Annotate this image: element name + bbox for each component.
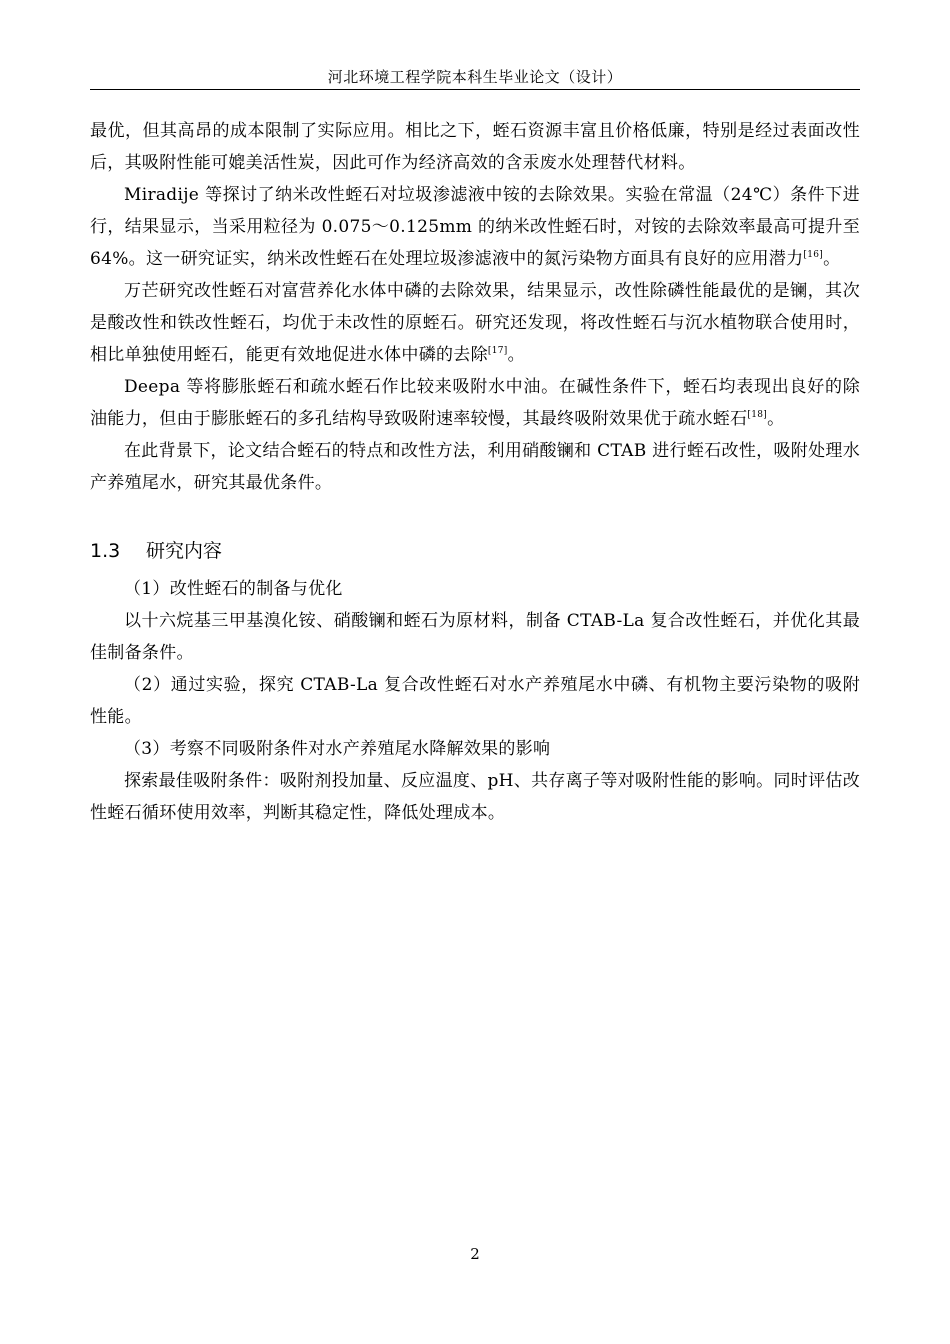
section-heading	[90, 535, 860, 567]
body-paragraph	[90, 435, 860, 499]
research-item-title: （2）通过实验，探究 CTAB-La 复合改性蛭石对水产养殖尾水中磷、有机物主要污染物的吸附性能。	[90, 675, 860, 727]
body-paragraph	[90, 115, 860, 179]
paragraph-end: 。	[507, 345, 525, 365]
paragraph-text: Deepa 等将膨胀蛭石和疏水蛭石作比较来吸附水中油。在碱性条件下，蛭石均表现出良好的除油能力，但由于膨胀蛭石的多孔结构导致吸附速率较慢，其最终吸附效果优于疏水蛭石	[90, 377, 860, 429]
body-paragraph	[90, 371, 860, 435]
running-header: 河北环境工程学院本科生毕业论文（设计）	[327, 68, 623, 86]
body-paragraph	[90, 179, 860, 275]
citation-reference: [16]	[803, 250, 824, 260]
page-number: 2	[470, 1245, 480, 1263]
paragraph-text: 在此背景下，论文结合蛭石的特点和改性方法，利用硝酸镧和 CTAB 进行蛭石改性，吸附处理水产养殖尾水，研究其最优条件。	[90, 441, 860, 493]
body-paragraph	[90, 275, 860, 371]
body-paragraph: 以十六烷基三甲基溴化铵、硝酸镧和蛭石为原材料，制备 CTAB-La 复合改性蛭石，并优化其最佳制备条件。	[90, 611, 860, 663]
body-paragraph: 探索最佳吸附条件：吸附剂投加量、反应温度、pH、共存离子等对吸附性能的影响。同时评估改性蛭石循环使用效率，判断其稳定性，降低处理成本。	[90, 771, 860, 823]
research-item-title: （3）考察不同吸附条件对水产养殖尾水降解效果的影响	[124, 739, 551, 759]
document-body	[90, 115, 860, 829]
paragraph-text: 万芒研究改性蛭石对富营养化水体中磷的去除效果，结果显示，改性除磷性能最优的是镧，其次是酸改性和铁改性蛭石，均优于未改性的原蛭石。研究还发现，将改性蛭石与沉水植物联合使用时，相比单独使用蛭石，能更有效地促进水体中磷的去除	[90, 281, 860, 365]
research-item-title: （1）改性蛭石的制备与优化	[124, 579, 343, 599]
paragraph-end: 。	[823, 249, 841, 269]
paragraph-text: Miradije 等探讨了纳米改性蛭石对垃圾渗滤液中铵的去除效果。实验在常温（24℃）条件下进行，结果显示，当采用粒径为 0.075～0.125mm 的纳米改性蛭石时，对铵的去除效率最高可提升至 64%。这一研究证实，纳米改性蛭石在处理垃圾渗滤液中的氮污染物方面具有良好的应用潜力	[90, 185, 860, 269]
header-divider	[90, 89, 860, 90]
citation-reference: [17]	[487, 346, 508, 356]
paragraph-end: 。	[767, 409, 785, 429]
citation-reference: [18]	[747, 410, 768, 420]
section-title: 研究内容	[146, 540, 223, 562]
paragraph-text: 最优，但其高昂的成本限制了实际应用。相比之下，蛭石资源丰富且价格低廉，特别是经过表面改性后，其吸附性能可媲美活性炭，因此可作为经济高效的含汞废水处理替代材料。	[90, 121, 860, 173]
section-number: 1.3	[90, 540, 121, 562]
